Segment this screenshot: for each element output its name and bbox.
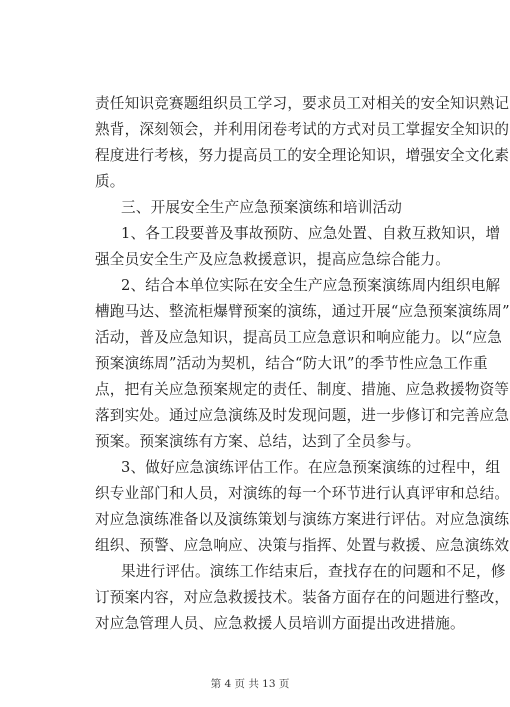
body-line-10: 活动，普及应急知识，提高员工应急意识和响应能力。以“应急 — [95, 329, 503, 346]
body-line-16: 织专业部门和人员，对演练的每一个环节进行认真评审和总结。 — [95, 485, 510, 502]
body-line-8: 2、结合本单位实际在安全生产应急预案演练周内组织电解 — [121, 277, 501, 294]
page-number-footer: 第 4 页 共 13 页 — [210, 678, 290, 690]
body-line-13: 落到实处。通过应急演练及时发现问题，进一步修订和完善应急 — [95, 407, 510, 424]
body-line-1: 责任知识竞赛题组织员工学习，要求员工对相关的安全知识熟记 — [95, 95, 510, 112]
section-heading: 三、开展安全生产应急预案演练和培训活动 — [121, 199, 403, 216]
body-line-4: 质。 — [95, 173, 125, 190]
body-line-9: 槽跑马达、整流柜爆臂预案的演练，通过开展“应急预案演练周” — [95, 303, 510, 320]
body-line-3: 程度进行考核，努力提高员工的安全理论知识，增强安全文化素 — [95, 147, 510, 164]
body-line-11: 预案演练周”活动为契机，结合“防大讯”的季节性应急工作重 — [95, 355, 488, 372]
body-line-14: 预案。预案演练有方案、总结，达到了全员参与。 — [95, 433, 421, 450]
body-line-17: 对应急演练准备以及演练策划与演练方案进行评估。对应急演练 — [95, 511, 510, 528]
body-line-15: 3、做好应急演练评估工作。在应急预案演练的过程中，组 — [121, 459, 501, 476]
body-line-6: 1、各工段要普及事故预防、应急处置、自救互救知识，增 — [121, 225, 501, 242]
body-line-20: 订预案内容，对应急救援技术。装备方面存在的问题进行整改， — [95, 589, 510, 606]
body-line-12: 点，把有关应急预案规定的责任、制度、措施、应急救援物资等 — [95, 381, 510, 398]
body-line-19: 果进行评估。演练工作结束后，查找存在的问题和不足，修 — [121, 563, 506, 580]
body-line-18: 组织、预警、应急响应、决策与指挥、处置与救援、应急演练效 — [95, 537, 510, 554]
body-line-7: 强全员安全生产及应急救援意识，提高应急综合能力。 — [95, 251, 451, 268]
body-line-2: 熟背，深刻领会，并利用闭卷考试的方式对员工掌握安全知识的 — [95, 121, 510, 138]
body-line-21: 对应急管理人员、应急救援人员培训方面提出改进措施。 — [95, 615, 465, 632]
